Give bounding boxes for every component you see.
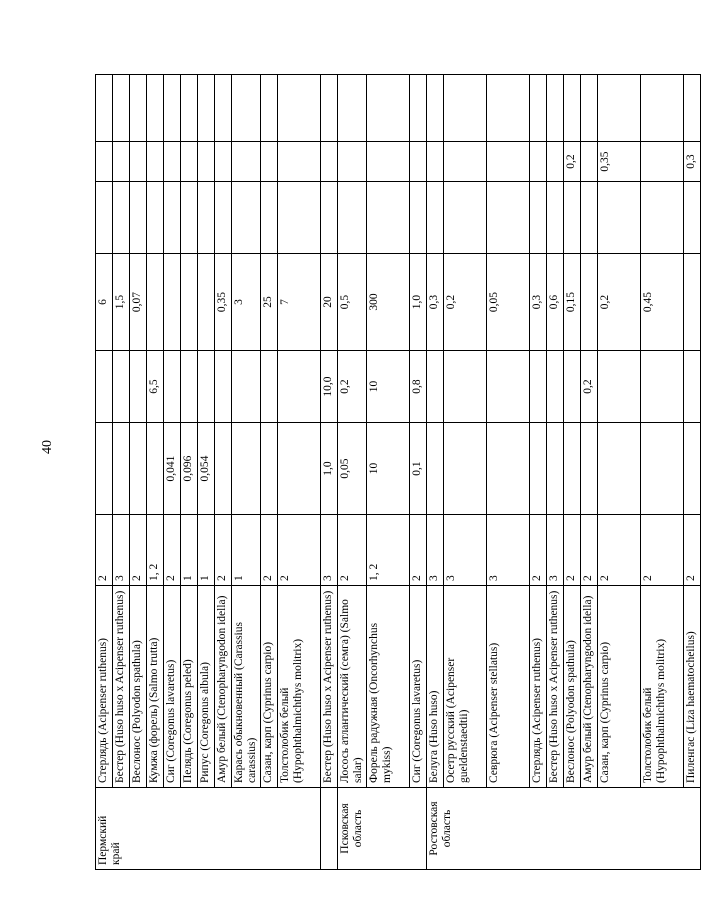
value-cell <box>427 142 444 182</box>
value-cell <box>198 75 215 142</box>
value-cell: 0,3 <box>684 142 701 182</box>
code-cell: 3 <box>321 515 338 586</box>
value-cell <box>96 142 113 182</box>
value-cell <box>684 254 701 351</box>
code-cell: 1 <box>232 515 261 586</box>
species-cell: Толстолобик белый (Hypophthalmichthys molitrix) <box>641 586 684 788</box>
value-cell: 10 <box>367 423 410 515</box>
value-cell: 0,6 <box>547 254 564 351</box>
value-cell <box>530 351 547 423</box>
species-cell: Сазан, карп (Cyprinus carpio) <box>261 586 278 788</box>
value-cell <box>261 351 278 423</box>
value-cell <box>164 142 181 182</box>
value-cell <box>261 423 278 515</box>
region-cell <box>321 788 338 870</box>
value-cell <box>581 182 598 254</box>
table-row <box>410 75 427 870</box>
value-cell <box>113 423 130 515</box>
value-cell: 0,35 <box>215 254 232 351</box>
table-row <box>198 75 215 870</box>
value-cell <box>684 351 701 423</box>
table-row <box>181 75 198 870</box>
value-cell <box>215 142 232 182</box>
value-cell: 0,35 <box>598 142 641 182</box>
species-cell: Бестер (Huso huso x Acipenser ruthenus) <box>113 586 130 788</box>
value-cell: 0,2 <box>338 351 367 423</box>
value-cell <box>598 351 641 423</box>
value-cell <box>581 254 598 351</box>
value-cell <box>444 182 487 254</box>
value-cell <box>641 423 684 515</box>
species-cell: Бестер (Huso huso x Acipenser ruthenus) <box>547 586 564 788</box>
value-cell: 3 <box>232 254 261 351</box>
value-cell <box>444 142 487 182</box>
value-cell <box>164 75 181 142</box>
value-cell <box>444 423 487 515</box>
code-cell: 1 <box>181 515 198 586</box>
species-cell: Карась обыкновенный (Carassius carassius) <box>232 586 261 788</box>
value-cell: 0,15 <box>564 254 581 351</box>
value-cell <box>215 351 232 423</box>
value-cell <box>598 423 641 515</box>
code-cell: 2 <box>641 515 684 586</box>
value-cell <box>427 182 444 254</box>
value-cell: 0,096 <box>181 423 198 515</box>
value-cell <box>410 75 427 142</box>
value-cell <box>164 182 181 254</box>
value-cell <box>215 423 232 515</box>
value-cell <box>564 423 581 515</box>
value-cell <box>487 182 530 254</box>
value-cell: 0,041 <box>164 423 181 515</box>
code-cell: 2 <box>564 515 581 586</box>
species-cell: Бестер (Huso huso x Acipenser ruthenus) <box>321 586 338 788</box>
value-cell <box>130 142 147 182</box>
value-cell <box>278 351 321 423</box>
value-cell <box>487 351 530 423</box>
value-cell <box>444 75 487 142</box>
table-row <box>427 75 444 870</box>
species-cell: Стерлядь (Acipenser ruthenus) <box>530 586 547 788</box>
code-cell: 3 <box>547 515 564 586</box>
code-cell: 3 <box>444 515 487 586</box>
value-cell <box>564 351 581 423</box>
value-cell: 1,0 <box>321 423 338 515</box>
code-cell: 2 <box>581 515 598 586</box>
table-row <box>261 75 278 870</box>
value-cell <box>427 423 444 515</box>
value-cell <box>147 423 164 515</box>
value-cell: 1,0 <box>410 254 427 351</box>
value-cell <box>96 423 113 515</box>
value-cell <box>130 75 147 142</box>
species-cell: Белуга (Huso huso) <box>427 586 444 788</box>
value-cell <box>530 423 547 515</box>
table-row <box>130 75 147 870</box>
species-cell: Веслонос (Polyodon spathula) <box>130 586 147 788</box>
value-cell <box>181 142 198 182</box>
value-cell <box>164 254 181 351</box>
value-cell <box>261 182 278 254</box>
value-cell <box>278 142 321 182</box>
value-cell: 25 <box>261 254 278 351</box>
value-cell <box>321 75 338 142</box>
species-cell: Сиг (Coregonus lavaretus) <box>164 586 181 788</box>
value-cell <box>581 75 598 142</box>
code-cell: 2 <box>598 515 641 586</box>
table-row <box>321 75 338 870</box>
region-cell: Ростовская область <box>427 788 701 870</box>
value-cell <box>338 182 367 254</box>
species-cell: Амур белый (Ctenopharyngodon idella) <box>215 586 232 788</box>
table-row <box>278 75 321 870</box>
species-cell: Веслонос (Polyodon spathula) <box>564 586 581 788</box>
value-cell <box>321 142 338 182</box>
value-cell <box>547 142 564 182</box>
code-cell: 2 <box>130 515 147 586</box>
value-cell: 0,3 <box>530 254 547 351</box>
value-cell <box>564 75 581 142</box>
value-cell <box>641 351 684 423</box>
value-cell <box>198 182 215 254</box>
value-cell <box>96 182 113 254</box>
species-cell: Рипус (Coregonus albula) <box>198 586 215 788</box>
value-cell <box>338 75 367 142</box>
fish-stocking-table <box>95 74 701 870</box>
value-cell <box>130 423 147 515</box>
value-cell <box>113 182 130 254</box>
value-cell <box>427 75 444 142</box>
value-cell <box>530 182 547 254</box>
value-cell <box>581 142 598 182</box>
value-cell <box>232 182 261 254</box>
value-cell <box>113 351 130 423</box>
value-cell <box>181 75 198 142</box>
code-cell: 1, 2 <box>367 515 410 586</box>
value-cell <box>232 142 261 182</box>
species-cell: Кумжа (форель) (Salmo trutta) <box>147 586 164 788</box>
species-cell: Пиленгас (Liza haematocheilus) <box>684 586 701 788</box>
table-row <box>487 75 530 870</box>
value-cell <box>367 142 410 182</box>
value-cell: 0,8 <box>410 351 427 423</box>
species-cell: Лосось атлантический (семга) (Salmo salar) <box>338 586 367 788</box>
species-cell: Толстолобик белый (Hypophthalmichthys molitrix) <box>278 586 321 788</box>
table-row <box>641 75 684 870</box>
table-row <box>684 75 701 870</box>
value-cell <box>547 182 564 254</box>
table-row <box>581 75 598 870</box>
value-cell <box>684 182 701 254</box>
value-cell <box>487 75 530 142</box>
value-cell: 7 <box>278 254 321 351</box>
value-cell: 0,3 <box>427 254 444 351</box>
code-cell: 2 <box>410 515 427 586</box>
table-row <box>96 75 113 870</box>
value-cell <box>164 351 181 423</box>
region-cell: Псковская область <box>338 788 427 870</box>
value-cell <box>530 142 547 182</box>
value-cell <box>181 254 198 351</box>
species-cell: Сиг (Coregonus lavaretus) <box>410 586 427 788</box>
code-cell: 3 <box>487 515 530 586</box>
table-row <box>338 75 367 870</box>
value-cell <box>547 351 564 423</box>
species-cell: Стерлядь (Acipenser ruthenus) <box>96 586 113 788</box>
value-cell <box>487 423 530 515</box>
value-cell <box>278 182 321 254</box>
value-cell <box>215 75 232 142</box>
code-cell: 2 <box>215 515 232 586</box>
value-cell: 0,07 <box>130 254 147 351</box>
value-cell: 10 <box>367 351 410 423</box>
code-cell: 2 <box>261 515 278 586</box>
table-row <box>530 75 547 870</box>
value-cell <box>232 75 261 142</box>
code-cell: 3 <box>113 515 130 586</box>
code-cell: 2 <box>338 515 367 586</box>
page-number: 40 <box>40 440 55 454</box>
value-cell <box>684 423 701 515</box>
table-row <box>598 75 641 870</box>
value-cell <box>564 182 581 254</box>
value-cell <box>130 351 147 423</box>
table-row <box>164 75 181 870</box>
value-cell: 10,0 <box>321 351 338 423</box>
value-cell <box>278 75 321 142</box>
value-cell <box>261 142 278 182</box>
code-cell: 2 <box>96 515 113 586</box>
value-cell <box>684 75 701 142</box>
value-cell <box>338 142 367 182</box>
value-cell <box>410 182 427 254</box>
value-cell <box>530 75 547 142</box>
species-cell: Севрюга (Acipenser stellatus) <box>487 586 530 788</box>
code-cell: 2 <box>164 515 181 586</box>
table-row <box>564 75 581 870</box>
value-cell <box>147 182 164 254</box>
value-cell <box>261 75 278 142</box>
value-cell <box>198 351 215 423</box>
value-cell: 0,05 <box>338 423 367 515</box>
value-cell <box>96 351 113 423</box>
value-cell: 1,5 <box>113 254 130 351</box>
value-cell: 0,2 <box>598 254 641 351</box>
value-cell <box>198 254 215 351</box>
code-cell: 1 <box>198 515 215 586</box>
value-cell <box>487 142 530 182</box>
species-cell: Амур белый (Ctenopharyngodon idella) <box>581 586 598 788</box>
value-cell <box>198 142 215 182</box>
value-cell <box>181 351 198 423</box>
table-row <box>215 75 232 870</box>
value-cell <box>598 182 641 254</box>
value-cell: 6,5 <box>147 351 164 423</box>
value-cell <box>427 351 444 423</box>
code-cell: 3 <box>427 515 444 586</box>
value-cell <box>547 75 564 142</box>
value-cell <box>581 423 598 515</box>
value-cell: 0,5 <box>338 254 367 351</box>
value-cell <box>113 142 130 182</box>
table-body <box>96 75 701 870</box>
value-cell <box>444 351 487 423</box>
value-cell <box>232 351 261 423</box>
value-cell <box>547 423 564 515</box>
value-cell <box>147 142 164 182</box>
table-row <box>147 75 164 870</box>
value-cell <box>641 142 684 182</box>
table-row <box>547 75 564 870</box>
value-cell <box>321 182 338 254</box>
table-row <box>232 75 261 870</box>
value-cell <box>96 75 113 142</box>
table-row <box>113 75 130 870</box>
value-cell <box>598 75 641 142</box>
table-row <box>367 75 410 870</box>
code-cell: 2 <box>278 515 321 586</box>
value-cell <box>215 182 232 254</box>
value-cell: 0,05 <box>487 254 530 351</box>
value-cell <box>130 182 147 254</box>
value-cell: 0,054 <box>198 423 215 515</box>
species-cell: Осетр русский (Acipenser gueldenstaedtii) <box>444 586 487 788</box>
species-cell: Сазан, карп (Cyprinus carpio) <box>598 586 641 788</box>
code-cell: 2 <box>684 515 701 586</box>
value-cell: 0,45 <box>641 254 684 351</box>
value-cell <box>147 75 164 142</box>
code-cell: 1, 2 <box>147 515 164 586</box>
species-cell: Форель радужная (Oncorhynchus mykiss) <box>367 586 410 788</box>
value-cell: 0,2 <box>564 142 581 182</box>
value-cell <box>278 423 321 515</box>
code-cell: 2 <box>530 515 547 586</box>
value-cell <box>410 142 427 182</box>
species-cell: Пелядь (Coregonus peled) <box>181 586 198 788</box>
value-cell <box>181 182 198 254</box>
value-cell: 0,2 <box>444 254 487 351</box>
table-row <box>444 75 487 870</box>
value-cell: 300 <box>367 254 410 351</box>
value-cell <box>367 75 410 142</box>
value-cell: 20 <box>321 254 338 351</box>
value-cell: 0,1 <box>410 423 427 515</box>
value-cell: 6 <box>96 254 113 351</box>
value-cell <box>113 75 130 142</box>
value-cell <box>641 75 684 142</box>
rotated-table-container <box>95 75 697 870</box>
value-cell <box>147 254 164 351</box>
region-cell: Пермский край <box>96 788 321 870</box>
value-cell <box>641 182 684 254</box>
value-cell <box>367 182 410 254</box>
value-cell: 0,2 <box>581 351 598 423</box>
value-cell <box>232 423 261 515</box>
